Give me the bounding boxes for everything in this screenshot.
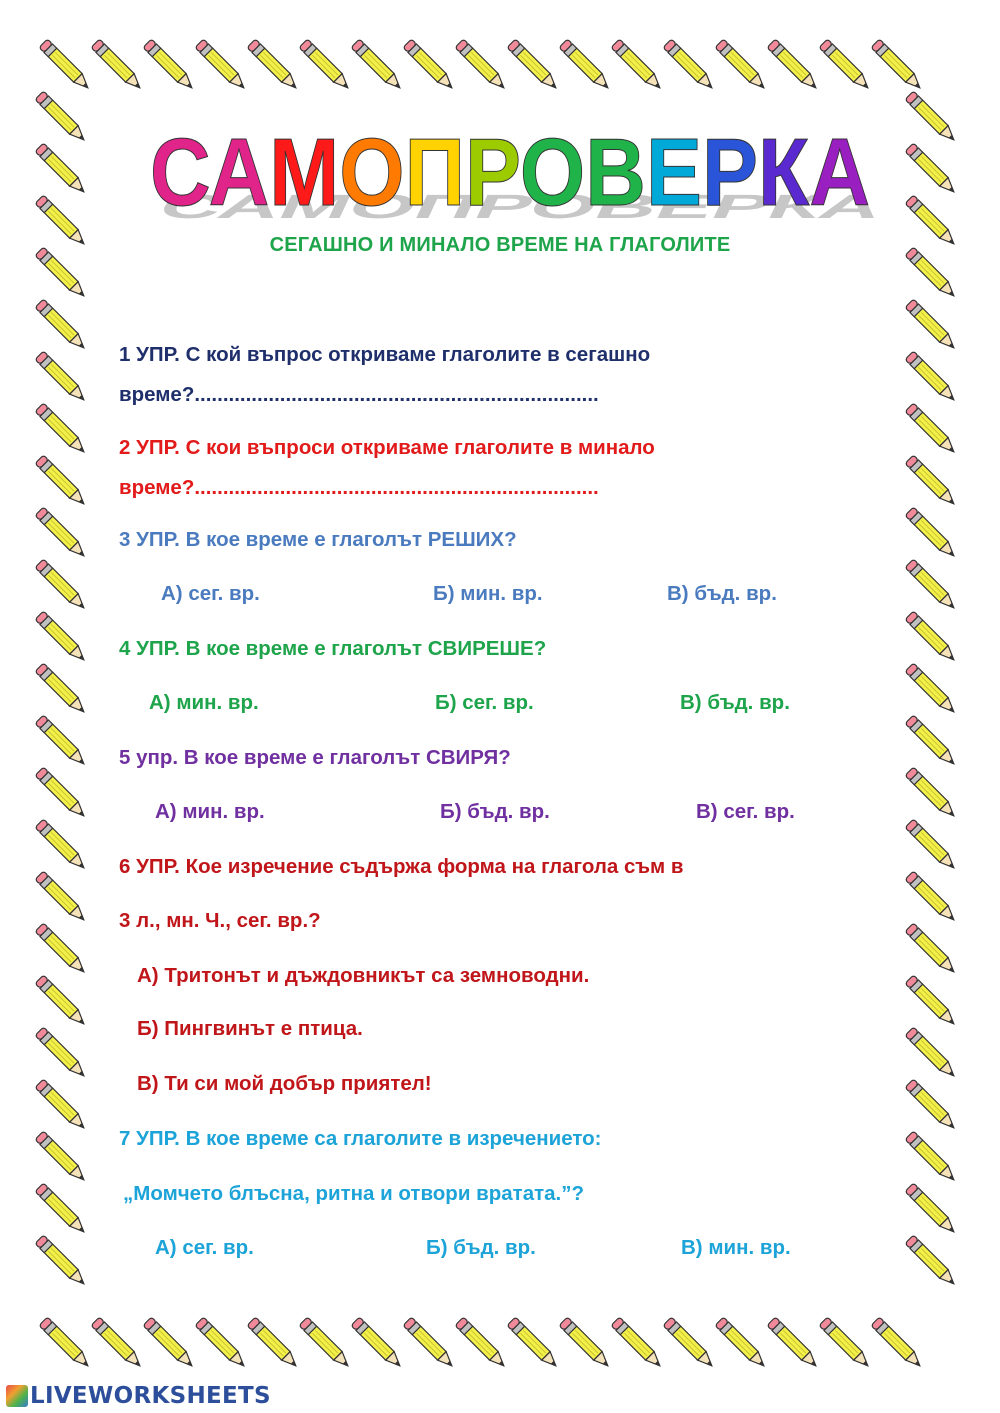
pencil-icon	[247, 1317, 300, 1370]
title-letter: А	[809, 119, 879, 225]
pencil-icon	[905, 767, 958, 820]
question-4-option-a[interactable]: А) мин. вр.	[149, 691, 259, 714]
pencil-icon	[35, 1131, 88, 1184]
pencil-icon	[143, 1317, 196, 1370]
pencil-icon	[905, 403, 958, 456]
question-6-line1: 6 УПР. Кое изречение съдържа форма на глагола съм в	[119, 855, 684, 878]
pencil-icon	[905, 611, 958, 664]
pencil-icon	[905, 299, 958, 352]
pencil-icon	[351, 1317, 404, 1370]
pencil-icon	[905, 663, 958, 716]
title-letter: М	[269, 119, 350, 225]
question-4: 4 УПР. В кое време е глаголът СВИРЕШЕ?	[119, 637, 547, 660]
pencil-icon	[819, 1317, 872, 1370]
question-3-option-a[interactable]: А) сег. вр.	[161, 582, 260, 605]
pencil-icon	[455, 1317, 508, 1370]
pencil-icon	[35, 1079, 88, 1132]
title-letter: О	[519, 119, 595, 225]
pencil-icon	[247, 39, 300, 92]
pencil-icon	[403, 39, 456, 92]
question-5: 5 упр. В кое време е глаголът СВИРЯ?	[119, 746, 511, 769]
pencil-icon	[35, 143, 88, 196]
question-5-option-b[interactable]: Б) бъд. вр.	[440, 800, 550, 823]
pencil-icon	[819, 39, 872, 92]
pencil-icon	[905, 871, 958, 924]
question-7-option-a[interactable]: А) сег. вр.	[155, 1236, 254, 1259]
pencil-icon	[35, 767, 88, 820]
pencil-icon	[611, 1317, 664, 1370]
pencil-icon	[905, 819, 958, 872]
title-shadow: САМОПРОВЕРКА	[152, 187, 900, 225]
pencil-icon	[767, 1317, 820, 1370]
question-2-line1: 2 УПР. С кои въпроси откриваме глаголите в минало	[119, 436, 655, 459]
question-7-option-c[interactable]: В) мин. вр.	[681, 1236, 791, 1259]
question-6-option-c[interactable]: В) Ти си мой добър приятел!	[137, 1072, 432, 1095]
question-4-option-c[interactable]: В) бъд. вр.	[680, 691, 790, 714]
title-letter: О	[339, 119, 414, 225]
pencil-icon	[195, 39, 248, 92]
pencil-icon	[715, 39, 768, 92]
footer-brand: LIVEWORKSHEETS	[30, 1383, 271, 1409]
question-6-option-b[interactable]: Б) Пингвинът е птица.	[137, 1017, 363, 1040]
page-title	[150, 119, 879, 225]
pencil-icon	[905, 91, 958, 144]
pencil-icon	[905, 1183, 958, 1236]
pencil-icon	[39, 39, 92, 92]
pencil-icon	[871, 39, 924, 92]
pencil-icon	[611, 39, 664, 92]
question-5-option-a[interactable]: А) мин. вр.	[155, 800, 265, 823]
title-letter: А	[208, 119, 278, 225]
pencil-icon	[35, 715, 88, 768]
pencil-icon	[35, 507, 88, 560]
pencil-icon	[35, 975, 88, 1028]
pencil-icon	[663, 39, 716, 92]
title-wordart	[120, 105, 900, 225]
title-letter: Р	[464, 119, 528, 225]
pencil-icon	[905, 923, 958, 976]
subtitle: СЕГАШНО И МИНАЛО ВРЕМЕ НА ГЛАГОЛИТЕ	[269, 234, 731, 256]
question-7-line1: 7 УПР. В кое време са глаголите в изречението:	[119, 1127, 602, 1150]
pencil-icon	[299, 1317, 352, 1370]
title-letter: В	[585, 119, 655, 225]
pencil-icon	[905, 1235, 958, 1288]
pencil-icon	[35, 403, 88, 456]
pencil-icon	[871, 1317, 924, 1370]
title-letter: П	[404, 119, 474, 225]
pencil-icon	[39, 1317, 92, 1370]
pencil-icon	[905, 1079, 958, 1132]
footer-logo[interactable]	[6, 1381, 271, 1411]
pencil-icon	[905, 715, 958, 768]
question-5-option-c[interactable]: В) сег. вр.	[696, 800, 795, 823]
pencil-icon	[351, 39, 404, 92]
pencil-icon	[905, 1131, 958, 1184]
pencil-icon	[35, 611, 88, 664]
pencil-icon	[35, 351, 88, 404]
pencil-icon	[35, 1183, 88, 1236]
pencil-icon	[195, 1317, 248, 1370]
pencil-icon	[299, 39, 352, 92]
pencil-icon	[715, 1317, 768, 1370]
question-3-option-b[interactable]: Б) мин. вр.	[433, 582, 543, 605]
pencil-icon	[905, 1027, 958, 1080]
question-7-option-b[interactable]: Б) бъд. вр.	[426, 1236, 536, 1259]
question-6-line2: 3 л., мн. Ч., сег. вр.?	[119, 909, 321, 932]
question-3: 3 УПР. В кое време е глаголът РЕШИХ?	[119, 528, 517, 551]
pencil-icon	[905, 975, 958, 1028]
pencil-icon	[905, 559, 958, 612]
pencil-icon	[35, 559, 88, 612]
pencil-icon	[35, 923, 88, 976]
pencil-icon	[905, 507, 958, 560]
question-2-line2[interactable]: време?.......................................................................	[119, 476, 599, 499]
pencil-icon	[35, 819, 88, 872]
pencil-icon	[905, 351, 958, 404]
pencil-icon	[507, 39, 560, 92]
pencil-icon	[91, 39, 144, 92]
pencil-icon	[35, 1027, 88, 1080]
question-7-line2: „Момчето блъсна, ритна и отвори вратата.”?	[123, 1182, 584, 1205]
pencil-icon	[905, 143, 958, 196]
pencil-icon	[35, 299, 88, 352]
pencil-icon	[403, 1317, 456, 1370]
question-3-option-c[interactable]: В) бъд. вр.	[667, 582, 777, 605]
pencil-icon	[559, 1317, 612, 1370]
pencil-icon	[663, 1317, 716, 1370]
pencil-icon	[35, 91, 88, 144]
pencil-icon	[559, 39, 612, 92]
liveworksheets-logo-icon	[6, 1385, 28, 1407]
pencil-icon	[35, 663, 88, 716]
pencil-icon	[507, 1317, 560, 1370]
pencil-icon	[35, 1235, 88, 1288]
question-1-line1: 1 УПР. С кой въпрос откриваме глаголите в сегашно	[119, 343, 651, 366]
question-1-line2[interactable]: време?.......................................................................	[119, 383, 599, 406]
pencil-icon	[905, 455, 958, 508]
title-letter: Р	[702, 119, 767, 225]
pencil-icon	[455, 39, 508, 92]
title-letter: К	[758, 119, 817, 225]
question-4-option-b[interactable]: Б) сег. вр.	[435, 691, 534, 714]
pencil-icon	[35, 871, 88, 924]
title-letter: Е	[645, 119, 710, 225]
pencil-icon	[767, 39, 820, 92]
question-6-option-a[interactable]: А) Тритонът и дъждовникът са земноводни.	[137, 964, 590, 987]
pencil-icon	[143, 39, 196, 92]
title-letter: С	[150, 119, 217, 225]
pencil-icon	[35, 455, 88, 508]
pencil-icon	[91, 1317, 144, 1370]
